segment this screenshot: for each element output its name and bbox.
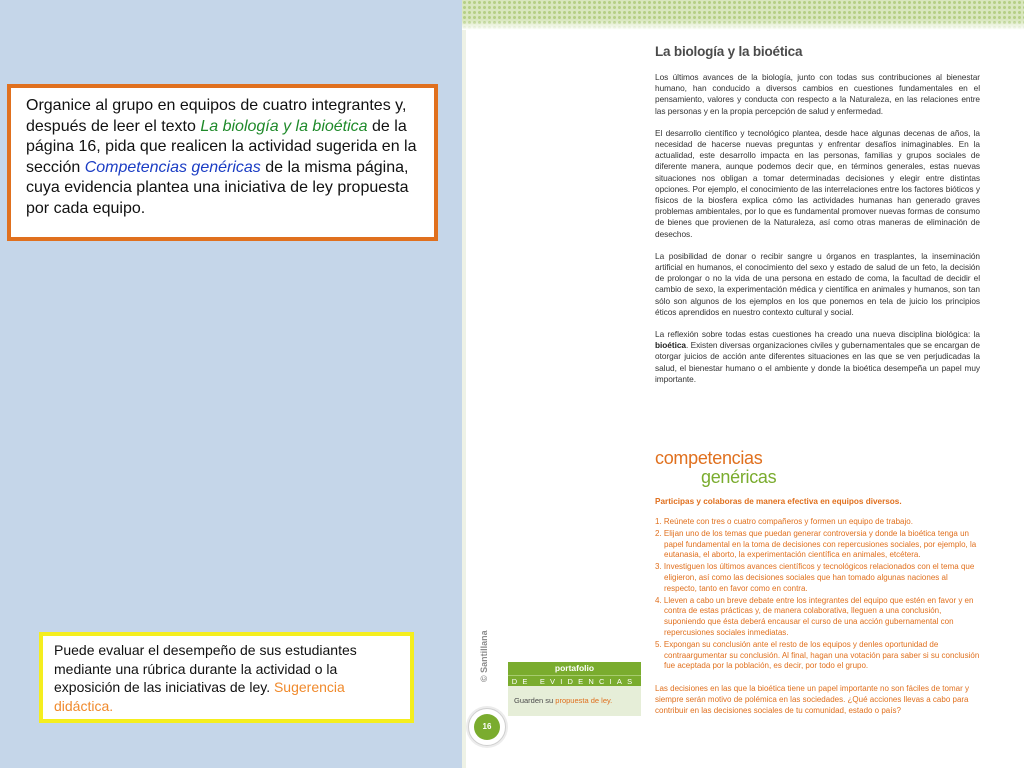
competencias-word: competencias (655, 448, 763, 468)
note-text-part3: de la misma página, cuya evidencia plantea una iniciativa de ley propuesta por cada equipo. (26, 158, 409, 217)
portfolio-label: portafolio (508, 662, 641, 675)
publisher-name: © Santillana (479, 630, 489, 682)
publisher-mark (479, 612, 493, 682)
portfolio-instruction (508, 686, 641, 716)
portfolio-save-text: Guarden su (514, 696, 556, 705)
paragraph-1: Los últimos avances de la biología, junto con todas sus contribuciones al bienestar humano, han conducido a diversos cambios en cuestiones fundamentales en el pensamiento, valores y conducta con respecto a la Naturaleza, en las relaciones entre las personas y en la propia percepción de salud y enfermedad. (655, 72, 980, 116)
activity-step: 5. Expongan su conclusión ante el resto de los equipos y denles oportunidad de contraargumentar su conclusión. Al final, hagan una votación para saber si su conclusión fue aceptada por la población, es decir, por todo el grupo. (655, 639, 980, 671)
activity-steps (655, 517, 980, 672)
activity-step: 4. Lleven a cabo un breve debate entre los integrantes del equipo que estén en favor y en contra de estas prácticas y, de manera colaborativa, lleguen a una conclusión, suponiendo que ésta deberá encausar el curso de una acción gubernamental con repercusiones sociales inmediatas. (655, 595, 974, 637)
activity-step: 2. Elijan uno de los temas que puedan generar controversia y donde la bioética tenga un papel fundamental en la toma de decisiones con repercusiones sociales, por ejemplo, la eutanasia, el aborto, la experimentación científica en animales, etcétera. (655, 528, 977, 560)
didactic-suggestion: Sugerencia didáctica. (54, 679, 345, 714)
paragraph-4 (655, 329, 980, 385)
portfolio-sublabel: DE EVIDENCIAS (508, 675, 641, 686)
note-text-part2: de la página 16, pida que realicen la actividad sugerida en la sección (26, 117, 417, 176)
note-section-reference: Competencias genéricas (84, 158, 261, 176)
paragraph-2: El desarrollo científico y tecnológico plantea, desde hace algunas decenas de años, la necesidad de hacerse nuevas preguntas y enfrentar desafíos inimaginables. En la actualidad, este desarrollo impacta en las personas, familias y grupos sociales de diferente manera, aunque podemos decir que, en términos generales, estas nuevas situaciones nos obligan a tomar determinadas decisiones y elegir entre distintas opciones. Por ejemplo, el conocimiento de las interrelaciones entre los factores bióticos y físicos de la biosfera explica cómo las actividades humanas han generado graves problemas ambientales, por lo que es fundamental promover nuevas formas de consumo de bienes que provienen de la Naturaleza, así como otras maneras de eliminación de desechos. (655, 127, 980, 239)
instruction-note (7, 84, 438, 241)
portfolio-box (508, 662, 641, 716)
article (655, 44, 980, 396)
competencias-logo (655, 448, 855, 488)
page-number-badge (468, 708, 506, 746)
article-title: La biología y la bioética (655, 44, 803, 59)
page-header-band (462, 0, 1024, 30)
activity-step: 1. Reúnete con tres o cuatro compañeros y formen un equipo de trabajo. (655, 517, 913, 526)
competencias-closing: Las decisiones en las que la bioética tiene un papel importante no son fáciles de tomar y siempre serán motivo de polémica en las sociedades. ¿Qué acciones llevas a cabo para contribuir en las decisiones sociales de tu comunidad, estado o país? (655, 684, 969, 715)
left-panel (0, 0, 462, 768)
page-number: 16 (474, 714, 500, 740)
page-edge (462, 30, 466, 768)
paragraph-4-start: La reflexión sobre todas estas cuestiones ha creado una nueva disciplina biológica: la (655, 329, 980, 340)
note-title-reference: La biología y la bioética (200, 117, 368, 135)
textbook-page (462, 0, 1024, 768)
paragraph-4-end: . Existen diversas organizaciones civiles y gubernamentales que se encargan de otorgar juicios de acción ante diferentes situaciones en las que se ven perjudicadas la salud, el bienestar humano o el ambiente y donde la bioética desempeña un papel muy importante. (655, 340, 980, 384)
portfolio-save-item: propuesta de ley. (555, 696, 613, 705)
note-text-part1: Organice al grupo en equipos de cuatro integrantes y, después de leer el texto (26, 97, 407, 135)
evaluation-text: Puede evaluar el desempeño de sus estudiantes mediante una rúbrica durante la actividad o la exposición de las iniciativas de ley. (54, 642, 357, 695)
paragraph-4-bold-term: bioética (655, 340, 686, 351)
paragraph-3: La posibilidad de donar o recibir sangre u órganos en trasplantes, la inseminación artificial en humanos, el conocimiento del sexo y estado de salud de un feto, la decisión de prolongar o no la vida de una persona en estado de coma, la facultad de decidir el cambio de sexo, la experimentación médica y científica en animales y humanos, son tan sólo son algunos de los ejemplos en los que ponemos en tela de juicio los principios éticos aprendidos en nuestro contexto cultural y social. (655, 250, 980, 317)
competencias-section (655, 497, 980, 717)
evaluation-note (39, 632, 414, 723)
genericas-word: genéricas (701, 467, 777, 487)
activity-step: 3. Investiguen los últimos avances científicos y tecnológicos relacionados con el tema que eligieron, así como las decisiones sociales que han tomado algunas naciones al respecto, tanto en favor como en contra. (655, 562, 975, 593)
competencias-heading: Participas y colaboras de manera efectiva en equipos diversos. (655, 497, 902, 506)
